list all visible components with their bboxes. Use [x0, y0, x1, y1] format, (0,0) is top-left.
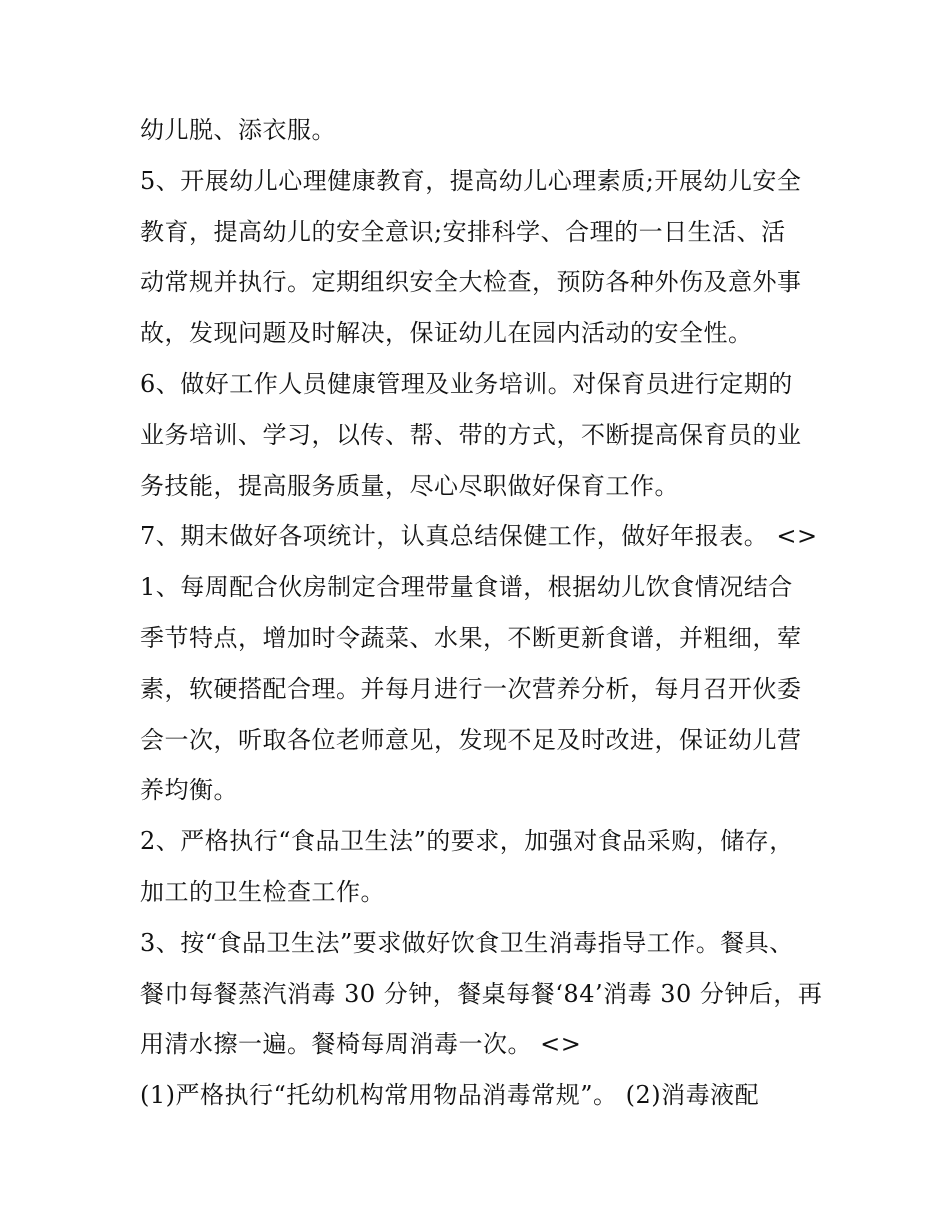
text-line: 幼儿脱、添衣服。 [140, 116, 336, 144]
text-line: 动常规并执行。定期组织安全大检查，预防各种外伤及意外事 [140, 268, 802, 297]
text-line: 养均衡。 [140, 776, 238, 805]
text-line: 季节特点，增加时令蔬菜、水果，不断更新食谱，并粗细，荤 [140, 623, 802, 652]
text-line: 5、开展幼儿心理健康教育，提高幼儿心理素质;开展幼儿安全 [140, 166, 802, 195]
document-body [140, 105, 823, 1121]
text-line: 教育，提高幼儿的安全意识;安排科学、合理的一日生活、活 [140, 217, 786, 246]
text-line: (1)严格执行“托幼机构常用物品消毒常规”。 (2)消毒液配 [140, 1081, 760, 1110]
text-line: 素，软硬搭配合理。并每月进行一次营养分析，每月召开伙委 [140, 674, 802, 703]
text-line: 餐巾每餐蒸汽消毒 30 分钟，餐桌每餐‘84’消毒 30 分钟后，再 [140, 979, 823, 1008]
text-line: 加工的卫生检查工作。 [140, 877, 385, 906]
text-line: 会一次，听取各位老师意见，发现不足及时改进，保证幼儿营 [140, 725, 802, 754]
text-line: 用清水擦一遍。餐椅每周消毒一次。 <> [140, 1030, 582, 1059]
text-line: 故，发现问题及时解决，保证幼儿在园内活动的安全性。 [140, 319, 753, 348]
text-line: 务技能，提高服务质量，尽心尽职做好保育工作。 [140, 471, 679, 500]
text-line: 6、做好工作人员健康管理及业务培训。对保育员进行定期的 [140, 369, 793, 398]
text-line: 3、按“食品卫生法”要求做好饮食卫生消毒指导工作。餐具、 [140, 928, 794, 957]
text-line: 2、严格执行“食品卫生法”的要求，加强对食品采购，储存， [140, 827, 794, 856]
text-line: 业务培训、学习，以传、帮、带的方式，不断提高保育员的业 [140, 420, 802, 449]
text-line: 1、每周配合伙房制定合理带量食谱，根据幼儿饮食情况结合 [140, 573, 793, 602]
text-line: 7、期末做好各项统计，认真总结保健工作，做好年报表。 <> [140, 522, 818, 551]
